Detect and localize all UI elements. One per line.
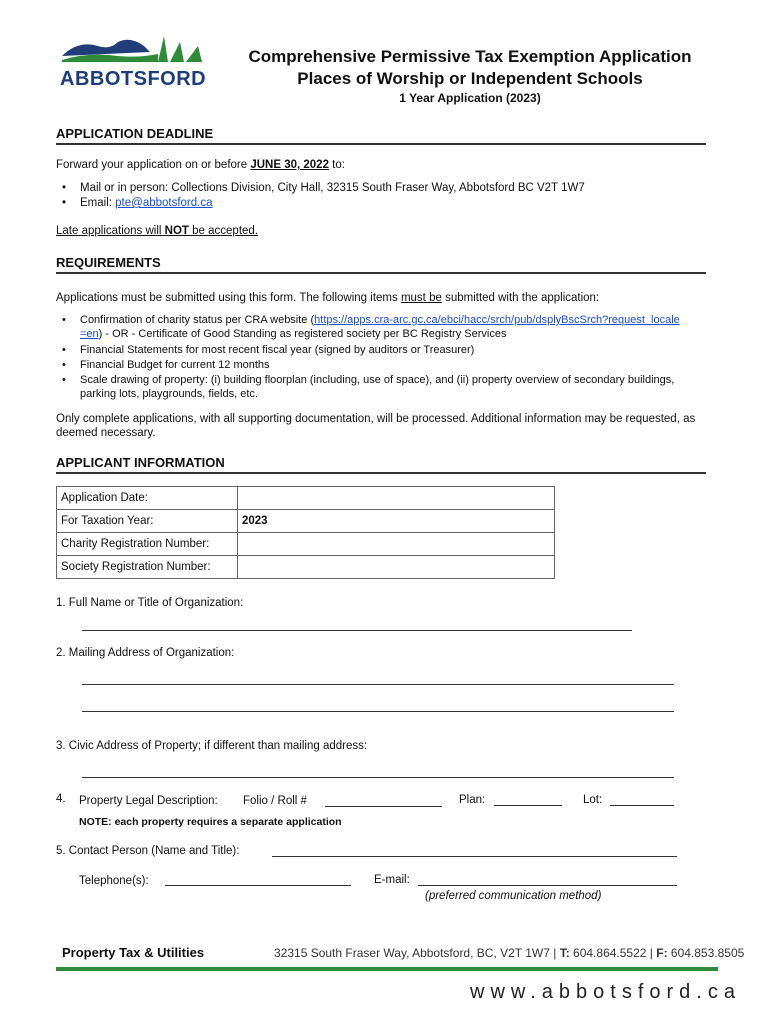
question-legal-description-number: 4.: [56, 793, 66, 805]
deadline-intro: [56, 158, 716, 172]
footer-divider: [56, 967, 718, 971]
plan-label: Plan:: [459, 794, 486, 806]
requirements-must-be: must be: [400, 292, 442, 304]
page-title: Comprehensive Permissive Tax Exemption Application: [248, 47, 692, 66]
requirement-financial-statements: • Financial Statements for most recent fiscal year (signed by auditors or Treasurer): [80, 343, 710, 357]
email-field[interactable]: [418, 885, 677, 886]
question-mailing-address: 2. Mailing Address of Organization:: [56, 647, 235, 659]
table-row: [57, 556, 555, 579]
deadline-intro-suffix: to:: [328, 159, 345, 171]
folio-roll-label: Folio / Roll #: [243, 795, 307, 807]
footer-address: 32315 South Fraser Way, Abbotsford, BC, V2T 1W7 |: [274, 946, 560, 960]
deadline-bullet-mail: • Mail or in person: Collections Division, City Hall, 32315 South Fraser Way, Abbotsford BC V2T 1W7: [80, 181, 710, 195]
applicant-info-table: [56, 486, 555, 579]
table-row: [57, 510, 555, 533]
deadline-bullet-email: [80, 196, 710, 210]
late-not: NOT: [164, 225, 189, 237]
taxation-year-label: For Taxation Year:: [57, 510, 238, 533]
footer-f-label: F:: [656, 946, 668, 960]
logo-wordmark: ABBOTSFORD: [60, 68, 207, 90]
deadline-date: JUNE 30, 2022: [250, 159, 329, 171]
charity-registration-field[interactable]: [238, 533, 555, 556]
plan-field[interactable]: [494, 805, 562, 806]
late-suffix: be accepted.: [188, 225, 259, 237]
telephone-label: Telephone(s):: [79, 875, 149, 887]
society-registration-label: Society Registration Number:: [57, 556, 238, 579]
footer-department: Property Tax & Utilities: [62, 945, 205, 960]
preferred-method-note: (preferred communication method): [425, 890, 602, 902]
late-notice: [56, 224, 716, 238]
requirements-intro: [56, 291, 716, 305]
question-contact-person: 5. Contact Person (Name and Title):: [56, 845, 240, 857]
contact-person-field[interactable]: [272, 856, 677, 857]
charity-registration-label: Charity Registration Number:: [57, 533, 238, 556]
email-label: E-mail:: [374, 874, 410, 886]
legal-description-label: Property Legal Description:: [79, 795, 218, 807]
deadline-intro-prefix: Forward your application on or before: [56, 159, 251, 171]
requirements-intro-suffix: submitted with the application:: [441, 292, 600, 304]
requirement-charity-status: [80, 313, 680, 341]
late-prefix: Late applications will: [56, 225, 165, 237]
table-row: [57, 487, 555, 510]
charity-status-suffix: ) - OR - Certificate of Good Standing as registered society per BC Registry Services: [98, 328, 507, 340]
requirements-intro-prefix: Applications must be submitted using this form. The following items: [56, 292, 401, 304]
organization-name-field[interactable]: [82, 630, 632, 631]
deadline-heading: APPLICATION DEADLINE: [56, 126, 706, 145]
question-organization-name: 1. Full Name or Title of Organization:: [56, 597, 244, 609]
telephone-field[interactable]: [165, 885, 351, 886]
society-registration-field[interactable]: [238, 556, 555, 579]
taxation-year-field[interactable]: 2023: [238, 510, 555, 533]
application-year: 1 Year Application (2023): [399, 91, 541, 105]
footer-contact: [274, 946, 744, 960]
footer-fax: 604.853.8505: [667, 946, 745, 960]
lot-label: Lot:: [583, 794, 603, 806]
requirements-note: Only complete applications, with all supporting documentation, will be processed. Additional information may be requested, as deemed necessary.: [56, 413, 696, 439]
charity-status-prefix: Confirmation of charity status per CRA website (: [80, 314, 315, 326]
requirement-scale-drawing: • Scale drawing of property: (i) building floorplan (including, use of space), and (ii) property overview of secondary buildings, parking lots, playgrounds, fields, etc.: [80, 373, 700, 401]
footer-phone: 604.864.5522 |: [569, 946, 657, 960]
mailing-address-field-line1[interactable]: [82, 684, 674, 685]
table-row: [57, 533, 555, 556]
email-prefix: Email:: [80, 197, 116, 209]
email-link[interactable]: pte@abbotsford.ca: [115, 197, 213, 209]
footer-website[interactable]: www.abbotsford.ca: [470, 981, 741, 1003]
lot-field[interactable]: [610, 805, 674, 806]
folio-roll-field[interactable]: [325, 806, 442, 807]
civic-address-field[interactable]: [82, 777, 674, 778]
application-date-field[interactable]: [238, 487, 555, 510]
applicant-heading: APPLICANT INFORMATION: [56, 455, 706, 474]
mailing-address-field-line2[interactable]: [82, 711, 674, 712]
requirements-heading: REQUIREMENTS: [56, 255, 706, 274]
requirement-financial-budget: • Financial Budget for current 12 months: [80, 358, 710, 372]
separate-application-note: NOTE: each property requires a separate application: [79, 816, 342, 828]
question-civic-address: 3. Civic Address of Property; if different than mailing address:: [56, 740, 368, 752]
application-date-label: Application Date:: [57, 487, 238, 510]
footer-t-label: T:: [559, 946, 570, 960]
page-subtitle: Places of Worship or Independent Schools: [297, 69, 643, 88]
cra-link[interactable]: https://apps.cra-arc.gc.ca/ebci/hacc/srch/pub/dsplyBscSrch?request_locale=en: [80, 314, 680, 340]
